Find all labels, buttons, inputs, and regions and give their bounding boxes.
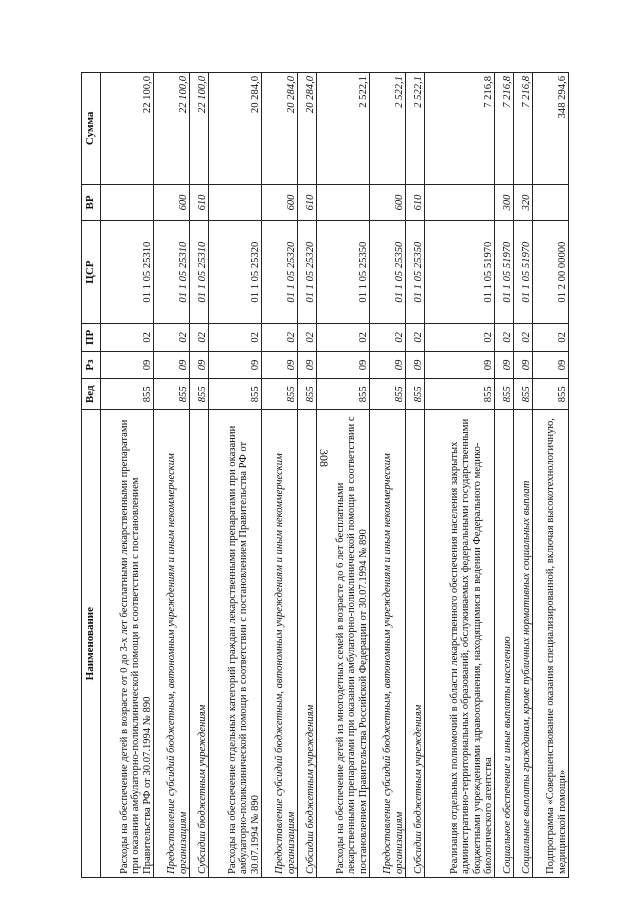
rotated-table-container [81,72,569,878]
cell-vr: 300 [495,184,514,220]
cell-csr: 01 1 05 25320 [208,221,261,324]
budget-table [81,72,569,878]
cell-ved: 855 [406,379,425,410]
cell-csr: 01 1 05 51970 [424,221,494,324]
cell-sum: 2 522,1 [370,73,406,185]
cell-name: Субсидии бюджетным учреждениям [298,410,317,878]
cell-csr: 01 1 05 51970 [495,221,514,324]
cell-pr: 02 [208,324,261,352]
cell-rz: 09 [101,351,154,379]
cell-name: Подпрограмма «Совершенствование оказания специализированной, включая высокотехнологичную, медицинской помощи» [532,410,568,878]
cell-ved: 855 [514,379,533,410]
cell-pr: 02 [514,324,533,352]
cell-rz: 09 [370,351,406,379]
cell-sum: 7 216,8 [514,73,533,185]
cell-sum: 20 284,0 [262,73,298,185]
cell-name: Расходы на обеспечение детей в возрасте от 0 до 3-х лет бесплатными лекарственными препаратами при оказании амбулаторно-поликлинической помощи в соответствии с постановлением Правительства РФ от 30.07.1994 № 890 [101,410,154,878]
table-row [514,73,533,878]
cell-rz: 09 [208,351,261,379]
cell-ved: 855 [495,379,514,410]
cell-pr: 02 [316,324,369,352]
cell-vr: 320 [514,184,533,220]
cell-vr [532,184,568,220]
header-rz: Рз [82,351,101,379]
cell-rz: 09 [316,351,369,379]
cell-rz: 09 [262,351,298,379]
header-ved: Вед [82,379,101,410]
cell-ved: 855 [370,379,406,410]
cell-ved: 855 [208,379,261,410]
cell-name: Социальные выплаты гражданам, кроме публичных нормативных социальных выплат [514,410,533,878]
header-sum: Сумма [82,73,101,185]
table-row [190,73,209,878]
header-pr: ПР [82,324,101,352]
cell-vr: 600 [370,184,406,220]
cell-csr: 01 1 05 25350 [316,221,369,324]
cell-csr: 01 1 05 51970 [514,221,533,324]
table-row [495,73,514,878]
cell-sum: 7 216,8 [495,73,514,185]
cell-sum: 22 100,0 [154,73,190,185]
cell-rz: 09 [514,351,533,379]
cell-vr: 600 [154,184,190,220]
cell-sum: 2 522,1 [316,73,369,185]
cell-name: Предоставление субсидий бюджетным, автономным учреждениям и иным некоммерческим организациям [154,410,190,878]
cell-sum: 20 284,0 [298,73,317,185]
cell-ved: 855 [532,379,568,410]
cell-sum: 348 294,6 [532,73,568,185]
cell-vr: 610 [406,184,425,220]
cell-vr [101,184,154,220]
header-name: Наименование [82,410,101,878]
cell-pr: 02 [532,324,568,352]
table-row [262,73,298,878]
header-csr: ЦСР [82,221,101,324]
cell-rz: 09 [298,351,317,379]
header-vr: ВР [82,184,101,220]
cell-pr: 02 [424,324,494,352]
table-row [298,73,317,878]
table-row [208,73,261,878]
cell-ved: 855 [262,379,298,410]
cell-rz: 09 [495,351,514,379]
cell-vr: 610 [298,184,317,220]
cell-name: Субсидии бюджетным учреждениям [406,410,425,878]
table-row [316,73,369,878]
cell-csr: 01 1 05 25350 [370,221,406,324]
cell-ved: 855 [154,379,190,410]
cell-vr [424,184,494,220]
cell-sum: 22 100,0 [101,73,154,185]
cell-sum: 20 284,0 [208,73,261,185]
cell-csr: 01 1 05 25350 [406,221,425,324]
table-row [370,73,406,878]
cell-pr: 02 [406,324,425,352]
cell-rz: 09 [532,351,568,379]
cell-csr: 01 1 05 25320 [262,221,298,324]
cell-name: Расходы на обеспечение детей из многодетных семей в возрасте до 6 лет бесплатными лекарственными препаратами при оказании амбулаторно-поликлинической помощи в соответствии с постановлением Правительства Российской Федерации от 30.07.1994 № 890 [316,410,369,878]
cell-sum: 2 522,1 [406,73,425,185]
cell-name: Реализация отдельных полномочий в области лекарственного обеспечения населения закрытых административно-территориальных образований, обслуживаемых федеральными государственными бюджетными учреждениями здравоохранения, находящимися в ведении Федерального медико-биологического агентства [424,410,494,878]
table-row [154,73,190,878]
table-row [406,73,425,878]
cell-rz: 09 [190,351,209,379]
cell-vr [208,184,261,220]
cell-rz: 09 [406,351,425,379]
cell-csr: 01 2 00 00000 [532,221,568,324]
cell-name: Предоставление субсидий бюджетным, автономным учреждениям и иным некоммерческим организациям [370,410,406,878]
cell-ved: 855 [316,379,369,410]
cell-csr: 01 1 05 25310 [101,221,154,324]
cell-pr: 02 [190,324,209,352]
cell-pr: 02 [495,324,514,352]
cell-ved: 855 [101,379,154,410]
cell-sum: 22 100,0 [190,73,209,185]
cell-pr: 02 [101,324,154,352]
cell-vr [316,184,369,220]
cell-pr: 02 [262,324,298,352]
page-number: 308 [317,449,331,467]
cell-sum: 7 216,8 [424,73,494,185]
table-row [101,73,154,878]
cell-vr: 600 [262,184,298,220]
cell-pr: 02 [298,324,317,352]
header-row [82,73,101,878]
cell-rz: 09 [424,351,494,379]
cell-csr: 01 1 05 25320 [298,221,317,324]
cell-ved: 855 [424,379,494,410]
cell-csr: 01 1 05 25310 [154,221,190,324]
cell-name: Субсидии бюджетным учреждениям [190,410,209,878]
cell-name: Расходы на обеспечение отдельных категорий граждан лекарственными препаратами при оказании амбулаторно-поликлинической помощи в соответствии с постановлением Правительства РФ от 30.07.1994 № 890 [208,410,261,878]
table-row [424,73,494,878]
cell-name: Социальное обеспечение и иные выплаты населению [495,410,514,878]
cell-pr: 02 [370,324,406,352]
cell-vr: 610 [190,184,209,220]
cell-ved: 855 [190,379,209,410]
cell-ved: 855 [298,379,317,410]
cell-name: Предоставление субсидий бюджетным, автономным учреждениям и иным некоммерческим организациям [262,410,298,878]
table-row [532,73,568,878]
cell-rz: 09 [154,351,190,379]
cell-pr: 02 [154,324,190,352]
cell-csr: 01 1 05 25310 [190,221,209,324]
